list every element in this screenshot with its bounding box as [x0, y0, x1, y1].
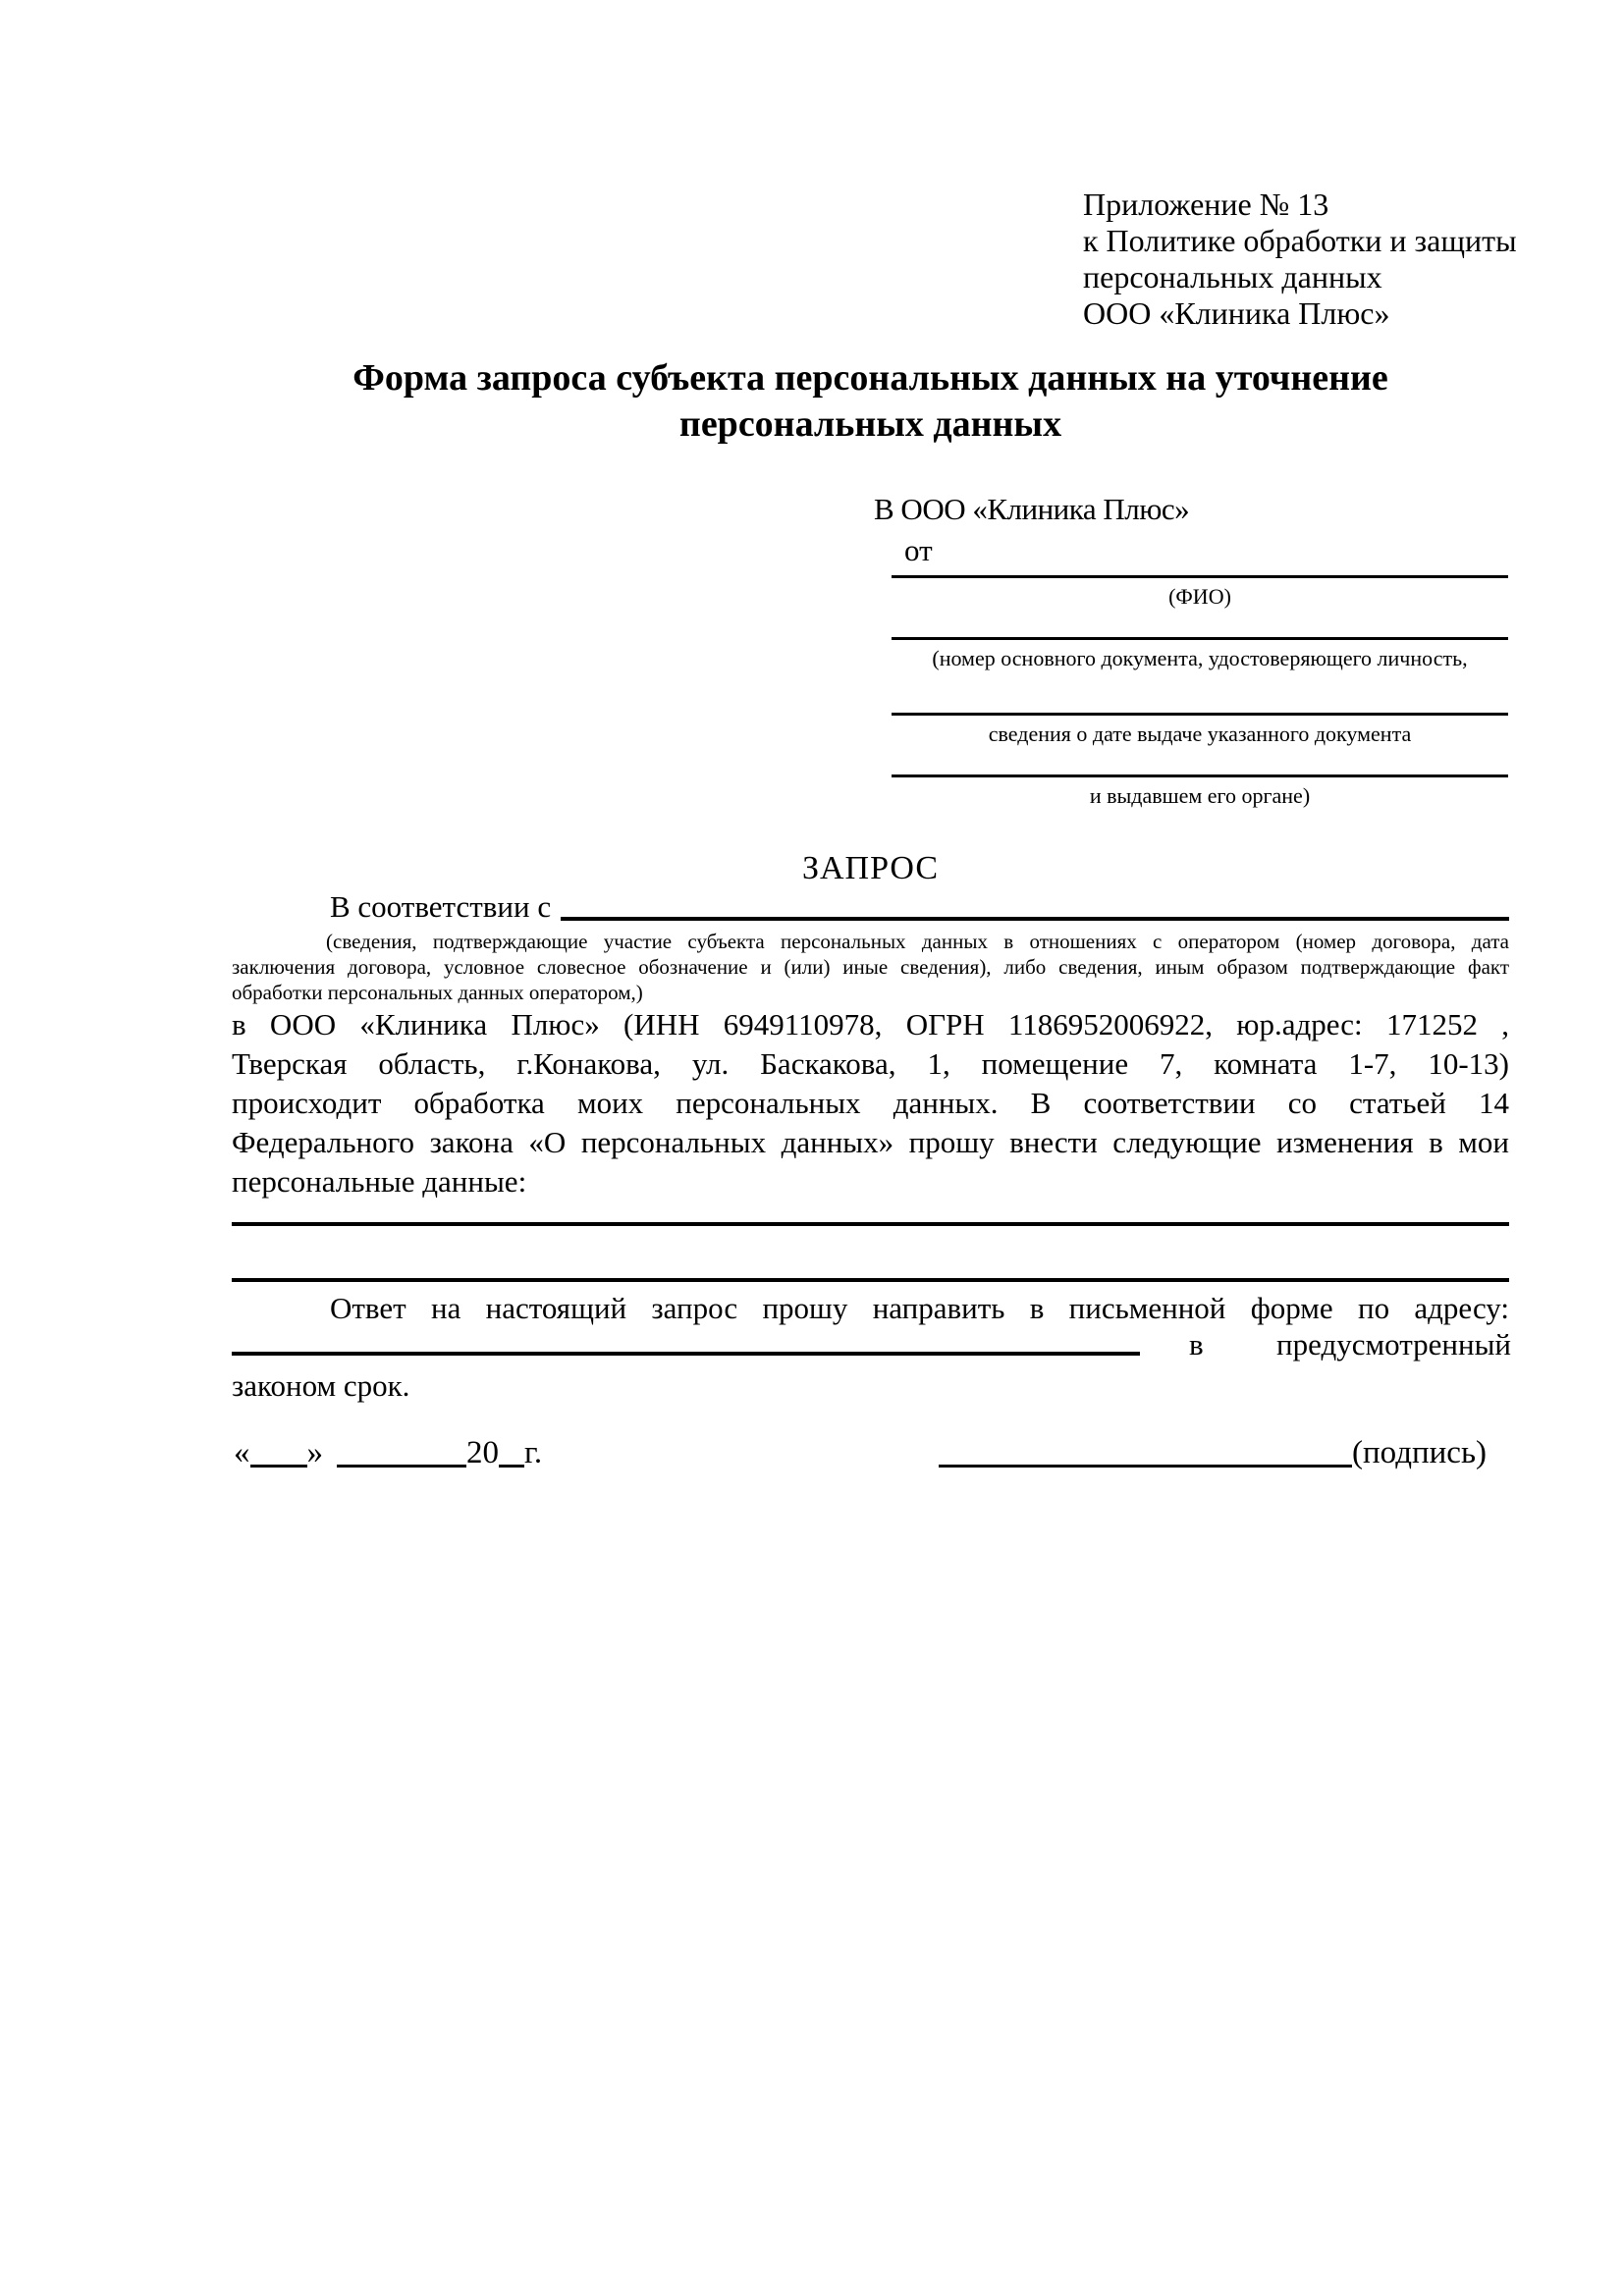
date-year-blank[interactable]	[499, 1465, 524, 1468]
body-paragraph-line: персональные данные:	[232, 1164, 527, 1199]
reply-closing-line: законом срок.	[232, 1368, 410, 1403]
body-paragraph-line: в ООО «Клиника Плюс» (ИНН 6949110978, ОГРН 1186952006922, юр.адрес: 171252 ,	[232, 1007, 1509, 1041]
appendix-header	[1083, 187, 1517, 332]
issue-date-caption: сведения о дате выдаче указанного документа	[988, 721, 1412, 746]
date-line	[234, 1435, 542, 1471]
appendix-header-line: Приложение № 13	[1083, 187, 1329, 222]
reply-word-v: в	[1189, 1327, 1204, 1362]
reply-address-blank-line[interactable]	[232, 1352, 1140, 1356]
changes-blank-line-2[interactable]	[232, 1278, 1509, 1282]
accordance-label: В соответствии с	[330, 889, 552, 924]
issue-date-blank-line[interactable]	[892, 713, 1508, 716]
document-number-blank-line[interactable]	[892, 637, 1508, 640]
fine-print-line: обработки персональных данных оператором,)	[232, 981, 643, 1004]
appendix-header-line: ООО «Клиника Плюс»	[1083, 295, 1390, 331]
date-day-blank[interactable]	[250, 1465, 307, 1468]
body-paragraph-line: происходит обработка моих персональных данных. В соответствии со статьей 14	[232, 1086, 1509, 1120]
changes-blank-line-1[interactable]	[232, 1222, 1509, 1226]
reply-word-predusmotrenny: предусмотренный	[1276, 1327, 1511, 1362]
document-number-caption: (номер основного документа, удостоверяющего личность,	[932, 646, 1468, 670]
date-year-prefix: 20	[466, 1435, 499, 1470]
accordance-row	[232, 888, 1509, 926]
body-paragraph	[232, 1005, 1509, 1201]
issuing-authority-caption: и выдавшем его органе)	[1089, 783, 1311, 808]
document-title	[232, 355, 1509, 448]
addressee-to: В ООО «Клиника Плюс»	[874, 492, 1190, 526]
fio-blank-line[interactable]	[892, 575, 1508, 578]
date-month-blank[interactable]	[337, 1465, 466, 1468]
body-paragraph-line: Федерального закона «О персональных данных» прошу внести следующие изменения в мои	[232, 1125, 1509, 1159]
fine-print-note	[232, 929, 1509, 1005]
date-year-suffix: г.	[524, 1435, 543, 1470]
appendix-header-line: к Политике обработки и защиты	[1083, 223, 1517, 258]
body-paragraph-line: Тверская область, г.Конакова, ул. Баскакова, 1, помещение 7, комната 1-7, 10-13)	[232, 1046, 1509, 1081]
fio-caption: (ФИО)	[1168, 584, 1231, 609]
signature-blank-line[interactable]	[939, 1465, 1352, 1468]
date-close-quote: »	[306, 1435, 323, 1470]
fine-print-line: заключения договора, условное словесное обозначение и (или) иные сведения), либо сведения, иным образом подтверждающие факт	[232, 955, 1509, 979]
addressee-from-label: от	[904, 533, 933, 567]
request-heading: ЗАПРОС	[801, 850, 940, 886]
accordance-blank-line[interactable]	[561, 888, 1509, 921]
issuing-authority-blank-line[interactable]	[892, 774, 1508, 777]
document-title-line2: персональных данных	[678, 403, 1062, 445]
date-open-quote: «	[234, 1435, 250, 1470]
reply-request-line: Ответ на настоящий запрос прошу направить в письменной форме по адресу:	[330, 1291, 1509, 1325]
document-title-line1: Форма запроса субъекта персональных данных на уточнение	[352, 357, 1388, 399]
appendix-header-line: персональных данных	[1083, 259, 1382, 294]
fine-print-line: (сведения, подтверждающие участие субъекта персональных данных в отношениях с оператором (номер договора, дата	[326, 930, 1509, 953]
signature-caption: (подпись)	[1352, 1435, 1487, 1470]
